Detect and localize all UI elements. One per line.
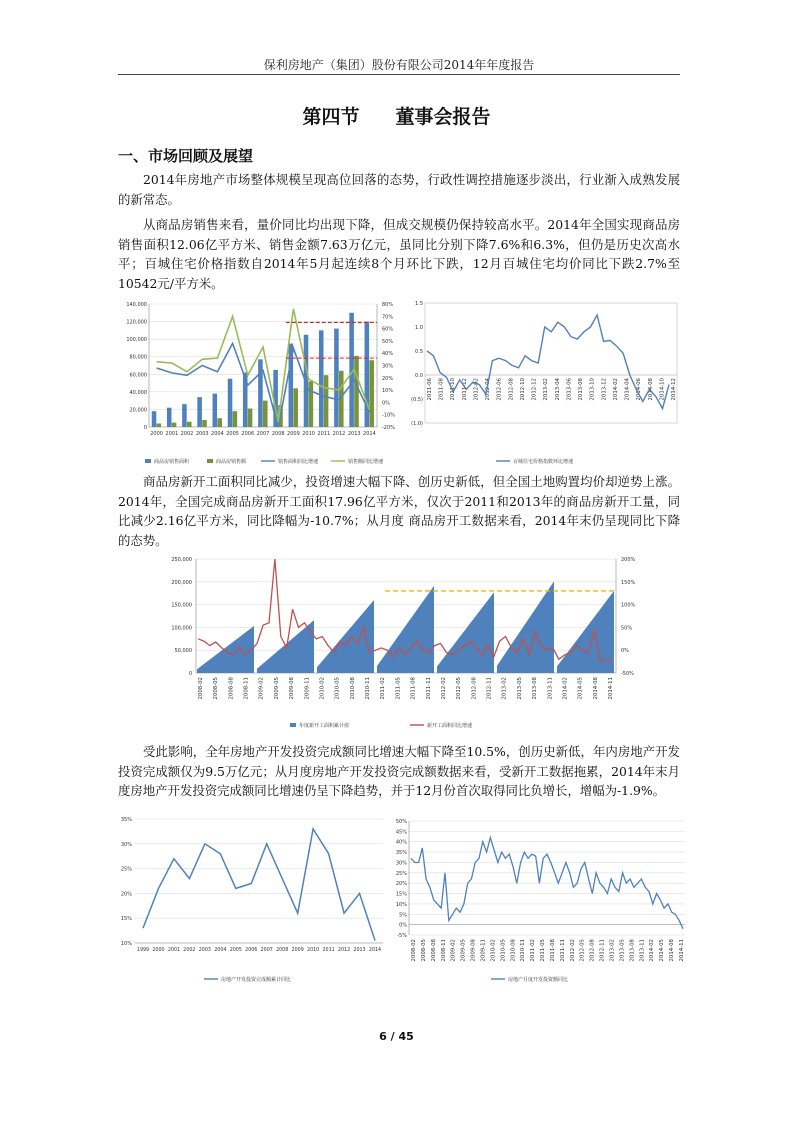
x-tick-label: 2013-10: [589, 378, 596, 401]
x-tick-label: 2009: [287, 431, 300, 437]
x-tick-label: 2014-02: [649, 939, 656, 962]
legend-sales-amount-label: 商品房销售额: [216, 459, 247, 465]
y-axis-tick: 50%: [395, 819, 407, 825]
x-tick-label: 2000: [152, 948, 165, 953]
left-axis-tick: 200,000: [171, 579, 192, 586]
legend-annual-investment-label: 房地产开发投资完成额累计同比: [221, 977, 292, 983]
y-axis-tick: 0.5: [415, 349, 423, 355]
x-tick-label: 2013-11: [639, 939, 646, 962]
page-number: 6 / 45: [379, 1030, 414, 1043]
x-tick-label: 2011-05: [540, 939, 547, 962]
x-tick-label: 2014-04: [624, 378, 631, 401]
y-axis-tick: 5%: [399, 912, 407, 919]
x-tick-label: 2008-02: [411, 939, 417, 962]
x-tick-label: 2009-05: [460, 939, 467, 962]
x-tick-label: 2014-06: [636, 378, 643, 401]
x-tick-label: 2012-10: [519, 378, 526, 401]
x-tick-label: 2013-05: [516, 677, 523, 700]
sales-amount-bar: [324, 375, 329, 427]
plot-frame: [425, 303, 677, 423]
y-axis-tick: 40%: [395, 839, 407, 846]
x-tick-label: 2009-05: [273, 677, 280, 700]
x-tick-label: 2012-11: [486, 677, 493, 700]
header-divider: [118, 74, 680, 75]
paragraph-1: 2014年房地产市场整体规模呈现高位回落的态势，行政性调控措施逐步淡出，行业渐入成熟发展的新常态。: [118, 172, 680, 207]
x-tick-label: 2013-12: [601, 378, 608, 401]
new-construction-chart-svg: [118, 555, 680, 733]
new-construction-chart: [118, 555, 680, 733]
annual-investment-chart-svg: [115, 815, 390, 987]
x-tick-label: 2009-11: [480, 939, 487, 962]
x-tick-label: 1999: [136, 948, 150, 953]
right-axis-tick: 50%: [382, 338, 394, 345]
x-tick-label: 2012-02: [569, 939, 576, 962]
y-axis-tick: -5%: [397, 933, 407, 939]
sales-amount-bar: [248, 409, 253, 427]
x-tick-label: 2011-12: [461, 378, 468, 401]
left-axis-tick: 100,000: [126, 337, 147, 344]
x-tick-label: 2011-08: [438, 378, 445, 401]
right-axis-tick: 80%: [382, 302, 394, 308]
left-axis-tick: 150,000: [171, 602, 192, 609]
x-tick-label: 2008: [276, 948, 289, 953]
x-tick-label: 2006: [245, 948, 258, 953]
section-heading: [0, 102, 793, 129]
x-tick-label: 2012-08: [508, 378, 515, 401]
sales-amount-bar: [354, 356, 359, 427]
monthly-investment-chart-svg: [387, 815, 687, 987]
right-axis-tick: 100%: [621, 602, 636, 609]
x-tick-label: 2008-11: [440, 939, 447, 962]
y-axis-tick: 10%: [120, 941, 132, 947]
x-tick-label: 2001: [167, 948, 181, 953]
legend-monthly-investment-label: 房地产月度开发投资额同比: [508, 977, 569, 983]
sales-amount-bar: [233, 411, 238, 427]
x-tick-label: 2010-08: [510, 939, 517, 962]
x-tick-label: 2011-11: [559, 939, 566, 962]
x-tick-label: 2012-12: [531, 378, 538, 401]
y-axis-tick: 30%: [120, 841, 132, 848]
x-tick-label: 2008-05: [420, 939, 427, 962]
legend-sales-amount-swatch: [207, 459, 213, 463]
x-tick-label: 2008-05: [213, 677, 220, 700]
y-axis-tick: 35%: [120, 817, 132, 823]
x-tick-label: 2013: [347, 431, 361, 437]
x-tick-label: 2013-02: [543, 378, 550, 401]
x-tick-label: 2009-08: [289, 677, 296, 700]
right-axis-tick: 0%: [382, 400, 390, 407]
section-subtitle: 董事会报告: [395, 106, 491, 128]
x-tick-label: 2010-11: [365, 677, 372, 700]
right-axis-tick: 10%: [382, 388, 394, 395]
legend-amount-growth-label: 销售额同比增速: [348, 459, 384, 465]
x-tick-label: 2011-02: [530, 939, 537, 962]
legend-area-growth-label: 销售面积同比增速: [278, 459, 319, 465]
x-tick-label: 2005: [229, 948, 242, 953]
left-axis-tick: 50,000: [174, 648, 192, 655]
x-tick-label: 2001: [165, 431, 179, 437]
left-axis-tick: 100,000: [171, 625, 192, 632]
legend-growth-label: 新开工面积同比增速: [427, 723, 473, 729]
x-tick-label: 2000: [150, 431, 163, 437]
right-axis-tick: 0%: [621, 648, 629, 655]
section-title: 第四节: [302, 106, 360, 128]
x-tick-label: 2012-06: [496, 378, 503, 401]
x-tick-label: 2012-02: [473, 378, 480, 401]
x-tick-label: 2004: [214, 948, 227, 953]
subsection-title: 一、市场回顾及展望: [118, 147, 254, 165]
x-tick-label: 2010-02: [490, 939, 497, 962]
x-tick-label: 2014-08: [647, 378, 654, 401]
x-tick-label: 2010: [307, 948, 320, 953]
left-axis-tick: 0: [188, 671, 192, 677]
x-tick-label: 2010-05: [500, 939, 507, 962]
x-tick-label: 2013-05: [619, 939, 626, 962]
x-tick-label: 2012-05: [579, 939, 586, 962]
right-axis-tick: -20%: [382, 425, 395, 431]
x-tick-label: 2008: [271, 431, 285, 437]
x-tick-label: 2011-06: [427, 378, 433, 401]
left-axis-tick: 0: [143, 425, 147, 431]
y-axis-tick: 20%: [120, 891, 132, 898]
x-tick-label: 2009-11: [304, 677, 311, 700]
x-tick-label: 2003: [195, 431, 209, 437]
right-axis-tick: 30%: [382, 363, 394, 370]
price-index-chart-svg: [405, 297, 685, 469]
x-tick-label: 2014-05: [577, 677, 584, 700]
left-axis-tick: 40,000: [129, 389, 147, 396]
x-tick-label: 2014-11: [679, 939, 685, 962]
sales-amount-bar: [202, 420, 207, 427]
right-axis-tick: 150%: [621, 579, 636, 586]
x-tick-label: 2002: [183, 948, 196, 953]
x-tick-label: 2003: [198, 948, 211, 953]
x-tick-label: 2013: [353, 948, 366, 953]
x-tick-label: 2009-02: [450, 939, 457, 962]
x-tick-label: 2011-08: [549, 939, 556, 962]
left-axis-tick: 60,000: [129, 372, 147, 379]
x-tick-label: 2013-08: [532, 677, 539, 700]
x-tick-label: 2012-02: [440, 677, 447, 700]
x-tick-label: 2010-02: [319, 677, 326, 700]
y-axis-tick: (1.0): [411, 421, 423, 427]
sales-area-bar: [152, 411, 157, 427]
right-axis-tick: 50%: [621, 625, 633, 632]
y-axis-tick: 20%: [395, 881, 407, 888]
sales-amount-bar: [293, 388, 298, 427]
x-tick-label: 2014: [363, 431, 376, 437]
x-tick-label: 2006: [241, 431, 255, 437]
sales-chart: [115, 297, 405, 469]
sales-amount-bar: [263, 401, 268, 427]
left-axis-tick: 250,000: [171, 557, 192, 563]
right-axis-tick: -50%: [621, 671, 634, 677]
x-tick-label: 2012-08: [471, 677, 478, 700]
sales-area-bar: [213, 394, 218, 427]
x-tick-label: 2009-08: [470, 939, 477, 962]
sales-area-bar: [167, 408, 172, 427]
x-tick-label: 2011: [322, 948, 335, 953]
x-tick-label: 2014-08: [669, 939, 676, 962]
sales-area-bar: [258, 359, 263, 427]
y-axis-tick: 15%: [395, 891, 407, 898]
y-axis-tick: 0.0: [415, 373, 423, 379]
investment-annual-line: [143, 829, 375, 941]
x-tick-label: 2014: [368, 948, 382, 953]
x-tick-label: 2014-11: [608, 677, 614, 700]
annual-investment-chart: [115, 815, 390, 987]
sales-amount-bar: [187, 422, 192, 427]
paragraph-2: 从商品房销售来看，量价同比均出现下降，但成交规模仍保持较高水平。2014年全国实现商品房销售面积12.06亿平方米、销售金额7.63万亿元，虽同比分别下降7.6%和6.3%，但仍是历史次高水平；百城住宅价格指数自2014年5月起连续8个月环比下跌，12月百城住宅均价同比下跌2.7%至10542元/平方米。: [118, 217, 680, 291]
x-tick-label: 2010-05: [334, 677, 341, 700]
x-tick-label: 2014-10: [659, 378, 666, 401]
right-axis-tick: 70%: [382, 314, 394, 321]
y-axis-tick: 15%: [120, 916, 132, 923]
left-axis-tick: 140,000: [126, 302, 147, 308]
x-tick-label: 2008-08: [228, 677, 235, 700]
y-axis-tick: 30%: [395, 860, 407, 867]
x-tick-label: 2010-11: [520, 939, 527, 962]
page-header: 保利房地产（集团）股份有限公司2014年年度报告: [263, 58, 535, 72]
right-axis-tick: -10%: [382, 412, 395, 419]
y-axis-tick: (0.5): [411, 397, 423, 403]
legend-cumulative-label: 年度新开工面积累计值: [299, 723, 350, 729]
legend-sales-area-label: 商品房销售面积: [154, 459, 190, 465]
x-tick-label: 2011-11: [425, 677, 432, 700]
x-tick-label: 2012-05: [456, 677, 463, 700]
x-tick-label: 2014-12: [671, 378, 677, 401]
x-tick-label: 2010: [302, 431, 315, 437]
x-tick-label: 2002: [180, 431, 194, 437]
x-tick-label: 2014-02: [612, 378, 619, 401]
x-tick-label: 2007: [256, 431, 270, 437]
right-axis-tick: 200%: [621, 557, 636, 563]
y-axis-tick: 45%: [395, 829, 407, 836]
y-axis-tick: 25%: [395, 870, 407, 877]
left-axis-tick: 20,000: [129, 407, 147, 414]
sales-area-bar: [197, 397, 202, 427]
x-tick-label: 2008-08: [430, 939, 437, 962]
x-tick-label: 2012: [332, 431, 346, 437]
y-axis-tick: 1.5: [415, 301, 423, 307]
x-tick-label: 2014-02: [562, 677, 569, 700]
legend-sales-area-swatch: [145, 459, 151, 463]
left-axis-tick: 80,000: [129, 354, 147, 361]
x-tick-label: 2012: [337, 948, 351, 953]
x-tick-label: 2012-08: [589, 939, 596, 962]
legend-cumulative-swatch: [290, 723, 296, 727]
x-tick-label: 2012-11: [599, 939, 606, 962]
right-axis-tick: 60%: [382, 326, 394, 333]
sales-amount-bar: [217, 418, 222, 427]
left-axis-tick: 120,000: [126, 319, 147, 326]
sales-area-bar: [228, 379, 233, 427]
x-tick-label: 2014-05: [659, 939, 666, 962]
x-tick-label: 2013-08: [629, 939, 636, 962]
price-index-chart: [405, 297, 685, 469]
monthly-investment-chart: [387, 815, 687, 987]
x-tick-label: 2014-08: [592, 677, 599, 700]
x-tick-label: 2013-02: [609, 939, 616, 962]
paragraph-3: 商品房新开工面积同比减少，投资增速大幅下降、创历史新低，但全国土地购置均价却逆势上涨。2014年，全国完成商品房新开工面积17.96亿平方米，仅次于2011和2013年的商品房新开工量，同比减少2.16亿平方米，同比降幅为-10.7%；从月度 商品房开工数据来看，2014年末仍呈现同比下降的态势。: [118, 474, 680, 548]
sales-amount-bar: [369, 360, 374, 427]
sales-amount-bar: [172, 423, 177, 427]
sales-amount-bar: [309, 381, 314, 427]
x-tick-label: 2012-04: [485, 378, 492, 401]
x-tick-label: 2004: [211, 431, 224, 437]
x-tick-label: 2010-08: [349, 677, 356, 700]
legend-price-index-label: 百城住宅价格指数环比增速: [513, 459, 574, 465]
sales-chart-svg: [115, 297, 405, 469]
right-axis-tick: 20%: [382, 375, 394, 382]
x-tick-label: 2005: [226, 431, 239, 437]
y-axis-tick: 10%: [395, 901, 407, 908]
x-tick-label: 2011-05: [395, 677, 402, 700]
sales-area-bar: [182, 404, 187, 427]
x-tick-label: 2007: [260, 948, 273, 953]
x-tick-label: 2013-11: [547, 677, 554, 700]
x-tick-label: 2011-10: [450, 378, 457, 401]
x-tick-label: 2013-02: [501, 677, 508, 700]
x-tick-label: 2011-02: [380, 677, 387, 700]
x-tick-label: 2013-04: [554, 378, 561, 401]
y-axis-tick: 25%: [120, 866, 132, 873]
x-tick-label: 2011-08: [410, 677, 417, 700]
paragraph-4: 受此影响，全年房地产开发投资完成额同比增速大幅下降至10.5%，创历史新低，年内房地产开发投资完成额仅为9.5万亿元；从月度房地产开发投资完成额数据来看，受新开工数据拖累，2014年末月度房地产开发投资完成额同比增速仍呈下降趋势，并于12月份首次取得同比负增长，增幅为-1.9%。: [118, 744, 680, 798]
sales-amount-bar: [157, 423, 162, 427]
y-axis-tick: 1.0: [415, 325, 423, 331]
x-tick-label: 2008-11: [243, 677, 250, 700]
x-tick-label: 2011: [317, 431, 331, 437]
sales-area-bar: [334, 329, 339, 427]
y-axis-tick: 35%: [395, 850, 407, 857]
sales-area-bar: [319, 330, 324, 427]
x-tick-label: 2009-02: [258, 677, 265, 700]
x-tick-label: 2009: [291, 948, 304, 953]
right-axis-tick: 40%: [382, 351, 394, 358]
x-tick-label: 2013-06: [566, 378, 573, 401]
x-tick-label: 2013-08: [578, 378, 585, 401]
y-axis-tick: 0%: [399, 922, 407, 929]
x-tick-label: 2008-02: [198, 677, 204, 700]
